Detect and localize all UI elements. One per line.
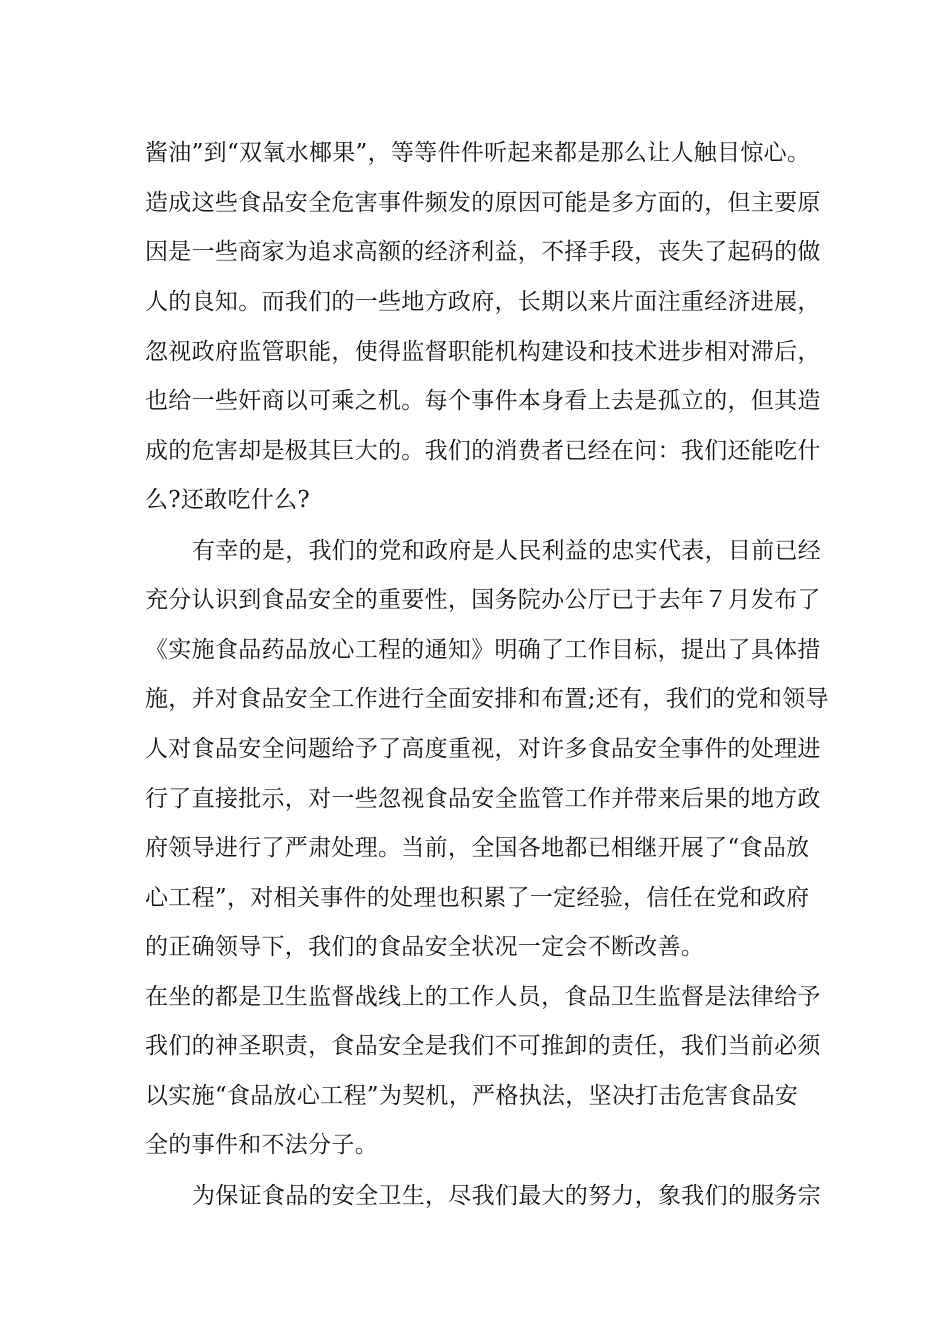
- text-line: 人对食品安全问题给予了高度重视，对许多食品安全事件的处理进: [145, 736, 821, 762]
- text-line: 行了直接批示，对一些忽视食品安全监管工作并带来后果的地方政: [145, 786, 821, 812]
- text-line: 因是一些商家为追求高额的经济利益，不择手段，丧失了起码的做: [145, 239, 821, 265]
- text-line: 我们的神圣职责，食品安全是我们不可推卸的责任，我们当前必须: [145, 1033, 821, 1059]
- text-line: 施，并对食品安全工作进行全面安排和布置;还有，我们的党和领导: [145, 686, 829, 712]
- text-line: 以实施“食品放心工程”为契机，严格执法，坚决打击危害食品安: [145, 1083, 799, 1109]
- text-line: 酱油”到“双氧水椰果”，等等件件听起来都是那么让人触目惊心。: [145, 140, 811, 166]
- text-line: 造成这些食品安全危害事件频发的原因可能是多方面的，但主要原: [145, 190, 821, 216]
- text-line: 有幸的是，我们的党和政府是人民利益的忠实代表，目前已经: [192, 538, 822, 564]
- text-line: 成的危害却是极其巨大的。我们的消费者已经在问：我们还能吃什: [145, 438, 821, 464]
- text-line: 《实施食品药品放心工程的通知》明确了工作目标，提出了具体措: [145, 637, 821, 663]
- text-line: 的正确领导下，我们的食品安全状况一定会不断改善。: [145, 934, 705, 960]
- text-line: 心工程”，对相关事件的处理也积累了一定经验，信任在党和政府: [145, 885, 810, 911]
- text-line: 府领导进行了严肃处理。当前，全国各地都已相继开展了“食品放: [145, 835, 810, 861]
- text-line: 忽视政府监管职能，使得监督职能机构建设和技术进步相对滞后，: [145, 339, 821, 365]
- text-line: 么?还敢吃什么?: [145, 487, 311, 513]
- text-line: 为保证食品的安全卫生，尽我们最大的努力，象我们的服务宗: [192, 1183, 822, 1209]
- text-line: 充分认识到食品安全的重要性，国务院办公厅已于去年７月发布了: [145, 587, 821, 613]
- text-line: 人的良知。而我们的一些地方政府，长期以来片面注重经济进展，: [145, 289, 821, 315]
- text-line: 全的事件和不法分子。: [145, 1132, 378, 1158]
- text-line: 也给一些奸商以可乘之机。每个事件本身看上去是孤立的，但其造: [145, 388, 821, 414]
- text-line: 在坐的都是卫生监督战线上的工作人员，食品卫生监督是法律给予: [145, 984, 821, 1010]
